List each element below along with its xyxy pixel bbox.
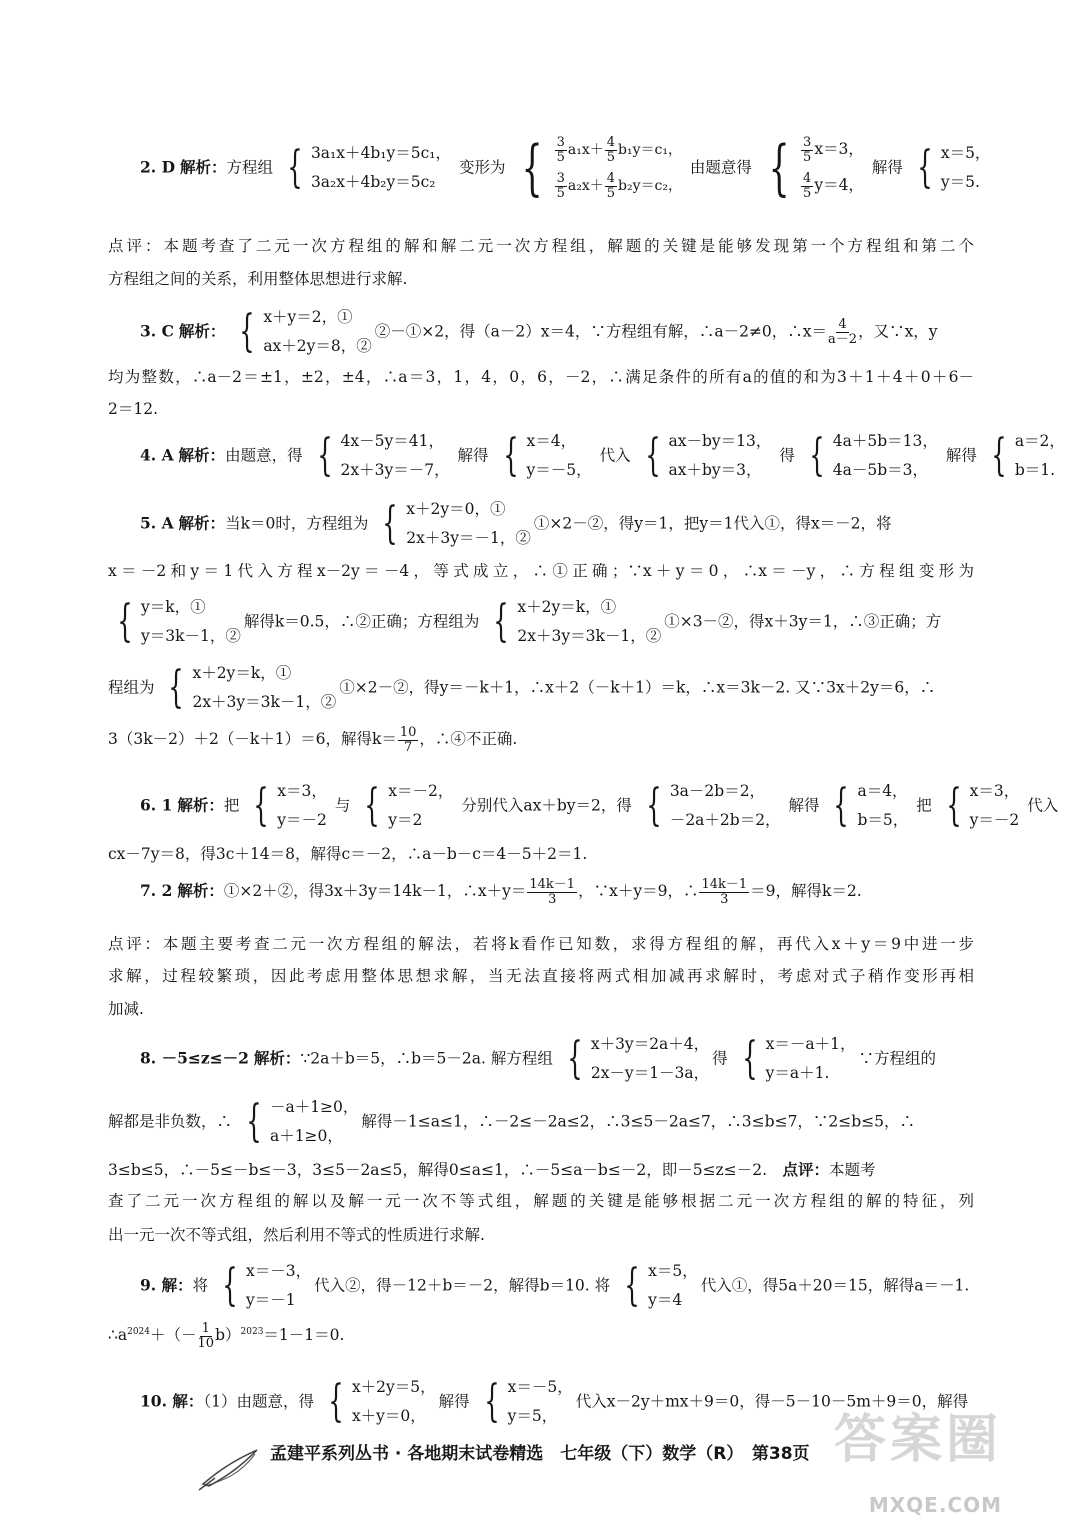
- feather-logo-icon: [195, 1444, 265, 1492]
- watermark: [832, 1398, 1002, 1518]
- q7-fraction-1: $\frac{14k-1}{3}$: [529, 877, 576, 907]
- q8-system-a: { x＋3y＝2a＋4， 2x－y＝1－3a，: [567, 1033, 710, 1085]
- q6-line-2: cx－7y＝8，得3c＋14＝8，解得c＝－2，∴a－b－c＝4－5＋2＝1.: [108, 845, 588, 863]
- q4-system-b: { x＝4， y＝－5，: [502, 430, 592, 482]
- q6-system-e: { x＝3， y＝－2: [945, 780, 1020, 832]
- q6-system-c: { 3a－2b＝2， －2a＋2b＝2，: [646, 780, 781, 832]
- q5-line-5: 3（3k－2）＋2（－k＋1）＝6，解得k＝ $\frac{10}{7}$ ，∴④不正确.: [108, 725, 518, 755]
- q5-system-d: { x＋2y＝k，① 2x＋3y＝3k－1，②: [168, 662, 337, 714]
- q4-system-e: { a＝2， b＝1.: [991, 430, 1065, 482]
- q7-fraction-2: $\frac{14k-1}{3}$: [701, 877, 748, 907]
- q8-line-5: 出一元一次不等式组，然后利用不等式的性质进行求解.: [108, 1226, 485, 1244]
- q5-line-2: x＝－2和y＝1代入方程x－2y＝－4，等式成立，∴①正确；∵x＋y＝0，∴x＝－y，∴方程组变形为: [108, 562, 974, 580]
- q6-line-1: 6. 1 解析：把 { x＝3， y＝－2 与 { x＝－2， y＝2 分别代入ax＋by＝2，得 { 3a－2b＝2， －2a＋2b＝2， 解得 { a＝4， b＝5， 把 { x＝3， y＝－2 代入: [140, 780, 1059, 832]
- comment-7-line-1: 点评：本题主要考查二元一次方程组的解法，若将k看作已知数，求得方程组的解，再代入x＋y＝9中进一步: [108, 935, 974, 953]
- q3-system: { x＋y＝2，① ax＋2y＝8，②: [239, 306, 372, 358]
- watermark-logo-text: 答案圈: [833, 1410, 1002, 1470]
- q9-system-b: { x＝5， y＝4: [624, 1260, 698, 1312]
- q8-line-4: 查了二元一次方程组的解以及解一元一次不等式组，解题的关键是能够根据二元一次方程组的解的特征，列: [108, 1192, 974, 1210]
- q6-system-d: { a＝4， b＝5，: [833, 780, 909, 832]
- q5-system-b: { y＝k，① y＝3k－1，②: [117, 596, 241, 648]
- q4-line: 4. A 解析：由题意，得 { 4x－5y＝41， 2x＋3y＝－7， 解得 { x＝4， y＝－5， 代入 { ax－by＝13， ax＋by＝3， 得 { 4a＋5b＝13， 4a－5b＝3， 解得 { a＝2， b＝1.: [140, 430, 1065, 482]
- q6-system-b: { x＝－2， y＝2: [364, 780, 454, 832]
- q2-line: 2. D 解析：方程组 { 3a₁x＋4b₁y＝5c₁， 3a₂x＋4b₂y＝5c₂ 变形为 { $\frac{3}{5}$ a₁x＋ $\frac{4}{5}$ b₁y＝c₁， $\frac{3}{5}$ a₂x＋ $\frac{4}{5}$ b₂y＝c₂， 由题意得 { $\frac{3}{5}$ x＝3， $\frac{4}{5}$ y＝4， 解得 { x＝5， y＝5.: [140, 133, 991, 204]
- q9-line-2: $\therefore a^{2024}+(-$ $\frac{1}{10}$ b）$^{2023}$＝1－1＝0.: [108, 1321, 345, 1351]
- watermark-url: MXQE.COM: [868, 1493, 1002, 1517]
- q5-system-a: { x＋2y＝0，① 2x＋3y＝－1，②: [382, 498, 531, 550]
- footer-text: 孟建平系列丛书 · 各地期末试卷精选 七年级（下）数学（R） 第38页: [270, 1444, 810, 1464]
- q3-line-3: 2＝12.: [108, 400, 159, 418]
- q9-line-1: 9. 解：将 { x＝－3， y＝－1 代入②，得－12＋b＝－2，解得b＝10. 将 { x＝5， y＝4 代入①，得5a＋20＝15，解得a＝－1.: [140, 1260, 970, 1312]
- q2-label: 2. D: [140, 157, 176, 177]
- q3-fraction: $\frac{4}{a-2}$: [828, 317, 858, 347]
- q8-line-1: 8. －5≤z≤－2 解析：∵2a＋b＝5，∴b＝5－2a. 解方程组 { x＋3y＝2a＋4， 2x－y＝1－3a， 得 { x＝－a＋1， y＝a＋1. ∵方程组的: [140, 1033, 936, 1085]
- q8-system-c: { －a＋1≥0， a＋1≥0，: [246, 1096, 359, 1148]
- q5-system-c: { x＋2y＝k，① 2x＋3y＝3k－1，②: [493, 596, 662, 648]
- q8-line-3: 3≤b≤5，∴－5≤－b≤－3，3≤5－2a≤5，解得0≤a≤1，∴－5≤a－b≤－2，即－5≤z≤－2. 点评：本题考: [108, 1160, 876, 1179]
- q4-system-a: { 4x－5y＝41， 2x＋3y＝－7，: [316, 430, 450, 482]
- q2-system-d: { x＝5， y＝5.: [917, 142, 991, 194]
- comment-7-line-3: 加减.: [108, 1000, 144, 1018]
- q7-line: 7. 2 解析：①×2＋②，得3x＋3y＝14k－1，∴x＋y＝ $\frac{14k-1}{3}$ ，∵x＋y＝9，∴ $\frac{14k-1}{3}$ ＝9，解得k＝2.: [140, 877, 862, 907]
- q5-line-1: 5. A 解析：当k＝0时，方程组为 { x＋2y＝0，① 2x＋3y＝－1，② ①×2－②，得y＝1，把y＝1代入①，得x＝－2，将: [140, 498, 892, 550]
- q10-line-1: 10. 解：（1）由题意，得 { x＋2y＝5， x＋y＝0， 解得 { x＝－5， y＝5， 代入x－2y＋mx＋9＝0，得－5－10－5m＋9＝0，解得: [140, 1376, 969, 1428]
- q6-system-a: { x＝3， y＝－2: [253, 780, 327, 832]
- q8-line-2: 解都是非负数，∴ { －a＋1≥0， a＋1≥0， 解得－1≤a≤1，∴－2≤－2a≤2，∴3≤5－2a≤7，∴3≤b≤7，∵2≤b≤5，∴: [108, 1096, 916, 1148]
- q2-system-b: { $\frac{3}{5}$ a₁x＋ $\frac{4}{5}$ b₁y＝c₁， $\frac{3}{5}$ a₂x＋ $\frac{4}{5}$ b₂y＝c₂，: [521, 133, 682, 204]
- q10-system-b: { x＝－5， y＝5，: [483, 1376, 573, 1428]
- comment-7-line-2: 求解，过程较繁琐，因此考虑用整体思想求解，当无法直接将两式相加减再求解时，考虑对式子稍作变形再相: [108, 967, 974, 985]
- q5-fraction: $\frac{10}{7}$: [399, 725, 417, 755]
- q5-line-4: 程组为 { x＋2y＝k，① 2x＋3y＝3k－1，② ①×2－②，得y＝－k＋1，∴x＋2（－k＋1）＝k，∴x＝3k－2. 又∵3x＋2y＝6，∴: [108, 662, 936, 714]
- q9-system-a: { x＝－3， y＝－1: [222, 1260, 312, 1312]
- q9-fraction: $\frac{1}{10}$: [197, 1321, 215, 1351]
- q2-system-c: { $\frac{3}{5}$ x＝3， $\frac{4}{5}$ y＝4，: [768, 133, 864, 204]
- comment-2-line-2: 方程组之间的关系，利用整体思想进行求解.: [108, 270, 408, 288]
- q3-line: 3. C 解析： { x＋y＝2，① ax＋2y＝8，② ②－①×2，得（a－2）x＝4，∵方程组有解，∴a－2≠0，∴x＝ $\frac{4}{a-2}$ ，又∵x，y: [140, 306, 938, 358]
- comment-2-line-1: 点评：本题考查了二元一次方程组的解和解二元一次方程组，解题的关键是能够发现第一个方程组和第二个: [108, 237, 974, 255]
- q3-line-2: 均为整数，∴a－2＝±1，±2，±4，∴a＝3，1，4，0，6，－2，∴满足条件的所有a的值的和为3＋1＋4＋0＋6－: [108, 368, 974, 386]
- q5-line-3: { y＝k，① y＝3k－1，② 解得k＝0.5，∴②正确；方程组为 { x＋2y＝k，① 2x＋3y＝3k－1，② ①×3－②，得x＋3y＝1，∴③正确；方: [108, 598, 941, 647]
- q2-system-a: { 3a₁x＋4b₁y＝5c₁， 3a₂x＋4b₂y＝5c₂: [287, 142, 452, 194]
- q2-tag: 解析：: [179, 157, 227, 177]
- q4-system-c: { ax－by＝13， ax＋by＝3，: [644, 430, 772, 482]
- q4-system-d: { 4a＋5b＝13， 4a－5b＝3，: [809, 430, 938, 482]
- q8-system-b: { x＝－a＋1， y＝a＋1.: [741, 1033, 856, 1085]
- q10-system-a: { x＋2y＝5， x＋y＝0，: [328, 1376, 436, 1428]
